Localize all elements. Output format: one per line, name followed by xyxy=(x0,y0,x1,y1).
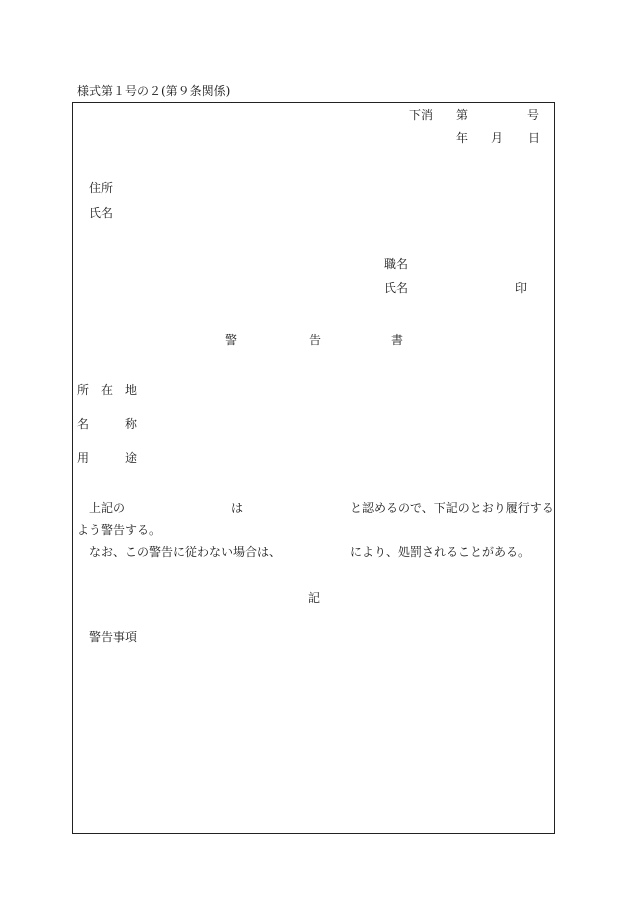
title-char-3: 書 xyxy=(391,333,404,347)
warning-items-label: 警告事項 xyxy=(89,630,138,644)
body-line3-end: により、処罰されることがある。 xyxy=(350,545,531,559)
date-year: 年 xyxy=(456,131,469,145)
name-label-char-1: 名 xyxy=(77,417,90,431)
ki-heading: 記 xyxy=(308,591,321,605)
body-line2: よう警告する。 xyxy=(77,523,162,537)
location-label-char-3: 地 xyxy=(125,383,138,397)
date-day: 日 xyxy=(528,131,541,145)
date-month: 月 xyxy=(491,131,504,145)
issuer-seal: 印 xyxy=(515,281,528,295)
addressee-name-label: 氏名 xyxy=(89,206,114,220)
body-line3-start: なお、この警告に従わない場合は、 xyxy=(89,545,282,559)
doc-number-go: 号 xyxy=(527,108,540,122)
body-line1-end: と認めるので、下記のとおり履行する xyxy=(350,501,554,515)
form-frame xyxy=(72,102,555,834)
title-char-1: 警 xyxy=(225,333,238,347)
issuer-title-label: 職名 xyxy=(384,257,409,271)
issuer-name-label: 氏名 xyxy=(384,281,409,295)
location-label-char-2: 在 xyxy=(101,383,114,397)
form-number: 様式第１号の２(第９条関係) xyxy=(77,84,231,98)
body-line1-mid: は xyxy=(231,501,244,515)
location-label-char-1: 所 xyxy=(77,383,90,397)
doc-number-prefix: 下消 xyxy=(409,108,434,122)
body-line1-start: 上記の xyxy=(89,501,126,515)
use-label-char-1: 用 xyxy=(77,451,90,465)
name-label-char-2: 称 xyxy=(125,417,138,431)
doc-number-dai: 第 xyxy=(456,108,469,122)
title-char-2: 告 xyxy=(309,333,322,347)
addressee-address-label: 住所 xyxy=(89,181,114,195)
use-label-char-2: 途 xyxy=(125,451,138,465)
